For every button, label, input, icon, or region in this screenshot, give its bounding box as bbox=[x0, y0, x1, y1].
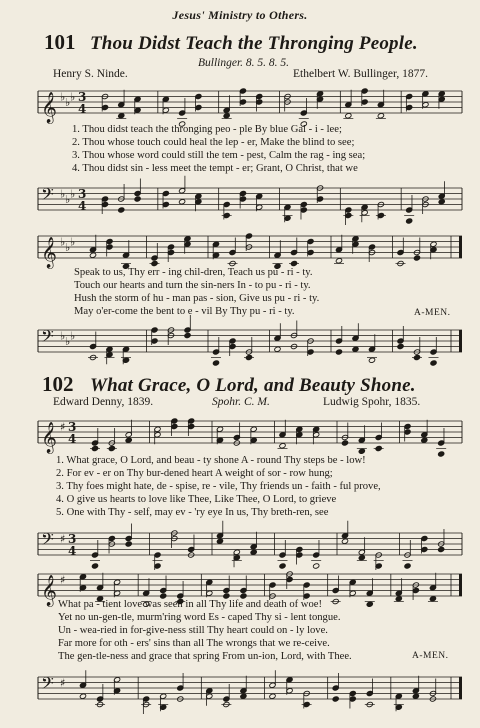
hymn-101-system-1-treble bbox=[38, 85, 462, 123]
hymn-101-verse-3b: Hush the storm of hu - man pas - sion, Give us pu - ri - ty. bbox=[74, 293, 320, 304]
hymn-101-verse-2b: Touch our hearts and turn the sin-ners In - to pu - ri - ty. bbox=[74, 280, 311, 291]
svg-text:𝄞: 𝄞 bbox=[41, 422, 57, 453]
svg-text:♭: ♭ bbox=[70, 187, 76, 201]
hymn-102-number: 102 bbox=[42, 372, 74, 396]
svg-text:𝄢: 𝄢 bbox=[41, 326, 54, 350]
hymn-102-verse-5a: 5. One with Thy - self, may ev - 'ry eye In us, Thy breth-ren, see bbox=[56, 507, 329, 518]
hymn-102-verse-5b: The gen-tle-ness and grace that spring From un-ion, Lord, with Thee. bbox=[58, 651, 352, 662]
svg-text:4: 4 bbox=[68, 544, 77, 558]
hymn-102-verse-4b: Far more for oth - ers' sins than all The wrongs that we re-ceive. bbox=[58, 638, 330, 649]
hymn-102-system-1-treble bbox=[38, 415, 462, 453]
svg-text:𝄞: 𝄞 bbox=[41, 237, 57, 268]
hymn-102-verse-3b: Un - wea-ried in for-give-ness still Thy heart could on - ly love. bbox=[58, 625, 328, 636]
svg-text:♭: ♭ bbox=[65, 193, 71, 206]
hymn-102-verse-1a: 1. What grace, O Lord, and beau - ty shone A - round Thy steps be - low! bbox=[56, 455, 366, 466]
svg-text:♭: ♭ bbox=[70, 90, 76, 104]
svg-text:4: 4 bbox=[78, 102, 87, 116]
section-header: Jesus' Ministry to Others. bbox=[172, 8, 308, 22]
svg-text:𝄢: 𝄢 bbox=[41, 529, 54, 553]
hymn-102-system-2-bass bbox=[38, 671, 462, 705]
hymn-101-verse-1a: 1. Thou didst teach the thronging peo - ple By blue Gal - i - lee; bbox=[72, 124, 342, 135]
hymn-101-verse-4b: May o'er-come the bent to e - vil By Thy pu - ri - ty. bbox=[74, 306, 295, 317]
hymn-101-system-1-bass bbox=[38, 182, 462, 216]
svg-text:4: 4 bbox=[78, 199, 87, 213]
svg-text:♭: ♭ bbox=[60, 329, 66, 343]
svg-text:3: 3 bbox=[68, 532, 77, 546]
hymn-102-amen: A-MEN. bbox=[412, 651, 449, 661]
hymn-101-verse-2a: 2. Thou whose touch could heal the lep - er, Make the blind to see; bbox=[72, 137, 355, 148]
svg-text:𝄞: 𝄞 bbox=[41, 92, 57, 123]
hymn-102-verse-2a: 2. For ev - er on Thy bur-dened heart A weight of sor - row hung; bbox=[56, 468, 333, 479]
hymn-101-tune: Bullinger. 8. 5. 8. 5. bbox=[198, 57, 290, 69]
hymn-101-composer: Ethelbert W. Bullinger, 1877. bbox=[293, 68, 428, 80]
svg-text:𝄢: 𝄢 bbox=[41, 184, 54, 208]
hymn-101-amen: A-MEN. bbox=[414, 308, 451, 318]
hymn-101-number: 101 bbox=[44, 30, 76, 54]
svg-text:♭: ♭ bbox=[65, 96, 71, 109]
svg-text:♯: ♯ bbox=[60, 676, 66, 690]
hymn-102-verse-1b: What pa - tient love was seen in all Thy life and death of woe! bbox=[58, 599, 322, 610]
hymn-102-verse-2b: Yet no un-gen-tle, murm'ring word Es - caped Thy si - lent tongue. bbox=[58, 612, 341, 623]
svg-text:𝄞: 𝄞 bbox=[41, 575, 57, 606]
svg-text:♭: ♭ bbox=[65, 241, 71, 254]
hymn-101-verse-1b: Speak to us, Thy err - ing chil-dren, Teach us pu - ri - ty. bbox=[74, 267, 313, 278]
hymn-102-verse-4a: 4. O give us hearts to love like Thee, Like Thee, O Lord, to grieve bbox=[56, 494, 337, 505]
svg-text:♭: ♭ bbox=[70, 329, 76, 343]
hymn-102-composer: Ludwig Spohr, 1835. bbox=[323, 396, 421, 408]
svg-text:𝄢: 𝄢 bbox=[41, 673, 54, 697]
hymn-102-title: What Grace, O Lord, and Beauty Shone. bbox=[90, 375, 416, 396]
hymn-101-lyricist: Henry S. Ninde. bbox=[53, 68, 128, 80]
svg-text:♭: ♭ bbox=[60, 235, 66, 249]
svg-text:4: 4 bbox=[68, 432, 77, 446]
hymn-101-verse-4a: 4. Thou didst sin - less meet the tempt - er; Grant, O Christ, that we bbox=[72, 163, 358, 174]
svg-text:♭: ♭ bbox=[60, 90, 66, 104]
svg-text:♯: ♯ bbox=[60, 532, 66, 546]
svg-text:♭: ♭ bbox=[70, 235, 76, 249]
hymn-101-system-2-bass bbox=[38, 324, 462, 358]
hymn-101-title: Thou Didst Teach the Thronging People. bbox=[90, 33, 418, 54]
svg-text:♯: ♯ bbox=[60, 420, 66, 434]
hymn-102-verse-3a: 3. Thy foes might hate, de - spise, re - vile, Thy friends un - faith - ful prove, bbox=[56, 481, 381, 492]
svg-text:♯: ♯ bbox=[60, 573, 66, 587]
hymn-101-verse-3a: 3. Thou whose word could still the tem - pest, Calm the rag - ing sea; bbox=[72, 150, 366, 161]
hymn-101-system-2-treble bbox=[38, 230, 462, 268]
hymn-102-lyricist: Edward Denny, 1839. bbox=[53, 396, 154, 408]
hymn-102-system-1-bass bbox=[38, 527, 462, 561]
svg-text:♭: ♭ bbox=[60, 187, 66, 201]
svg-text:3: 3 bbox=[78, 90, 87, 104]
svg-text:♭: ♭ bbox=[65, 335, 71, 348]
hymn-102-tune: Spohr. C. M. bbox=[212, 396, 270, 408]
svg-text:3: 3 bbox=[68, 420, 77, 434]
svg-text:3: 3 bbox=[78, 187, 87, 201]
